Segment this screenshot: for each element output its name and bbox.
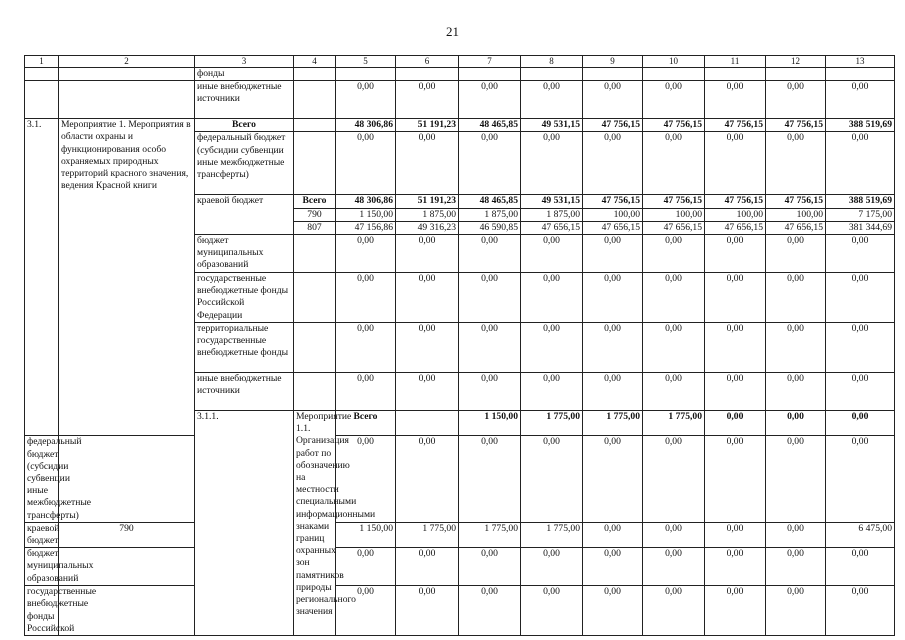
page-number: 21	[446, 24, 459, 39]
budget-code: 807	[294, 221, 336, 234]
column-number: 4	[294, 56, 336, 68]
table-row: 790 1 150,00 1 875,00 1 875,00 1 875,00 100,00 100,00 100,00 100,00 7 175,00	[25, 208, 895, 221]
column-number: 8	[521, 56, 583, 68]
source-label: фонды	[195, 68, 294, 81]
table-row: территориальные государственные внебюджетные фонды 0,00 0,00 0,00 0,00 0,00 0,00 0,00 0,00 0,00	[25, 323, 895, 373]
table-row: 807 47 156,86 49 316,23 46 590,85 47 656,15 47 656,15 47 656,15 47 656,15 47 656,15 381 344,69	[25, 221, 895, 234]
source-label: государственные внебюджетные фонды Российской Федерации	[195, 273, 294, 323]
column-number: 5	[336, 56, 396, 68]
total-label: Всего	[195, 119, 294, 132]
table-row: федеральный бюджет (субсидии субвенции иные межбюджетные трансферты) 0,00 0,00 0,00 0,00 0,00 0,00 0,00 0,00 0,00	[25, 436, 895, 522]
table-row: иные внебюджетные источники 0,00 0,00 0,00 0,00 0,00 0,00 0,00 0,00 0,00	[25, 373, 895, 411]
source-label: краевой бюджет	[25, 522, 59, 547]
table-row: государственные внебюджетные фонды Российской Федерации 0,00 0,00 0,00 0,00 0,00 0,00 0,00 0,00 0,00	[25, 273, 895, 323]
row-code: 3.1.	[25, 119, 59, 436]
budget-table	[24, 55, 895, 636]
column-number: 11	[705, 56, 766, 68]
table-row: 3.1. Мероприятие 1. Мероприятия в области охраны и функционирования особо охраняемых природных территорий красного значения, ведения Красной книги Всего 48 306,86 51 191,23 48 465,85 49 531,15 47 756,15 47 756,15 47 756,15 47 756,15 388 519,69	[25, 119, 895, 132]
table-row	[25, 68, 895, 81]
source-label: государственные внебюджетные фонды Российской	[25, 586, 59, 636]
table-row: иные внебюджетные источники 0,00 0,00 0,00 0,00 0,00 0,00 0,00 0,00 0,00	[25, 81, 895, 119]
column-number: 1	[25, 56, 59, 68]
source-label: иные внебюджетные источники	[195, 81, 294, 119]
table-row: краевой бюджет Всего 48 306,86 51 191,23 48 465,85 49 531,15 47 756,15 47 756,15 47 756,15 47 756,15 388 519,69	[25, 195, 895, 208]
column-number-row	[25, 56, 895, 68]
activity-name: Мероприятие 1.1. Организация работ по обозначению на местности специальными информационными знаками границ охранных зон памятников природы регионального значения	[294, 411, 336, 636]
column-number: 6	[396, 56, 459, 68]
budget-code: Всего	[294, 195, 336, 208]
column-number: 10	[643, 56, 705, 68]
column-number: 3	[195, 56, 294, 68]
column-number: 12	[766, 56, 826, 68]
source-label: иные внебюджетные источники	[195, 373, 294, 411]
table-row: государственные внебюджетные фонды Российской 0,00 0,00 0,00 0,00 0,00 0,00 0,00 0,00 0,00	[25, 586, 895, 636]
row-code: 3.1.1.	[195, 411, 294, 636]
table-row: бюджет муниципальных образований 0,00 0,00 0,00 0,00 0,00 0,00 0,00 0,00 0,00	[25, 548, 895, 586]
activity-name: Мероприятие 1. Мероприятия в области охраны и функционирования особо охраняемых природных территорий красного значения, ведения Красной книги	[59, 119, 195, 436]
table-row: федеральный бюджет (субсидии субвенции иные межбюджетные трансферты) 0,00 0,00 0,00 0,00 0,00 0,00 0,00 0,00 0,00	[25, 132, 895, 195]
source-label: федеральный бюджет (субсидии субвенции иные межбюджетные трансферты)	[195, 132, 294, 195]
table-row: 3.1.1. Мероприятие 1.1. Организация работ по обозначению на местности специальными информационными знаками границ охранных зон памятников природы регионального значения Всего 1 150,00 1 775,00 1 775,00 1 775,00 0,00 0,00 0,00	[25, 411, 895, 436]
table-row: краевой бюджет 790 1 150,00 1 775,00 1 775,00 1 775,00 0,00 0,00 0,00 0,00 6 475,00	[25, 522, 895, 547]
table-row: бюджет муниципальных образований 0,00 0,00 0,00 0,00 0,00 0,00 0,00 0,00 0,00	[25, 235, 895, 273]
column-number: 7	[459, 56, 521, 68]
source-label: федеральный бюджет (субсидии субвенции иные межбюджетные трансферты)	[25, 436, 59, 522]
column-number: 2	[59, 56, 195, 68]
budget-code: 790	[59, 522, 195, 547]
budget-code: 790	[294, 208, 336, 221]
source-label: территориальные государственные внебюджетные фонды	[195, 323, 294, 373]
source-label: бюджет муниципальных образований	[25, 548, 59, 586]
source-label: бюджет муниципальных образований	[195, 235, 294, 273]
total-label: Всего	[336, 411, 396, 436]
source-label: краевой бюджет	[195, 195, 294, 235]
column-number: 9	[583, 56, 643, 68]
column-number: 13	[826, 56, 895, 68]
